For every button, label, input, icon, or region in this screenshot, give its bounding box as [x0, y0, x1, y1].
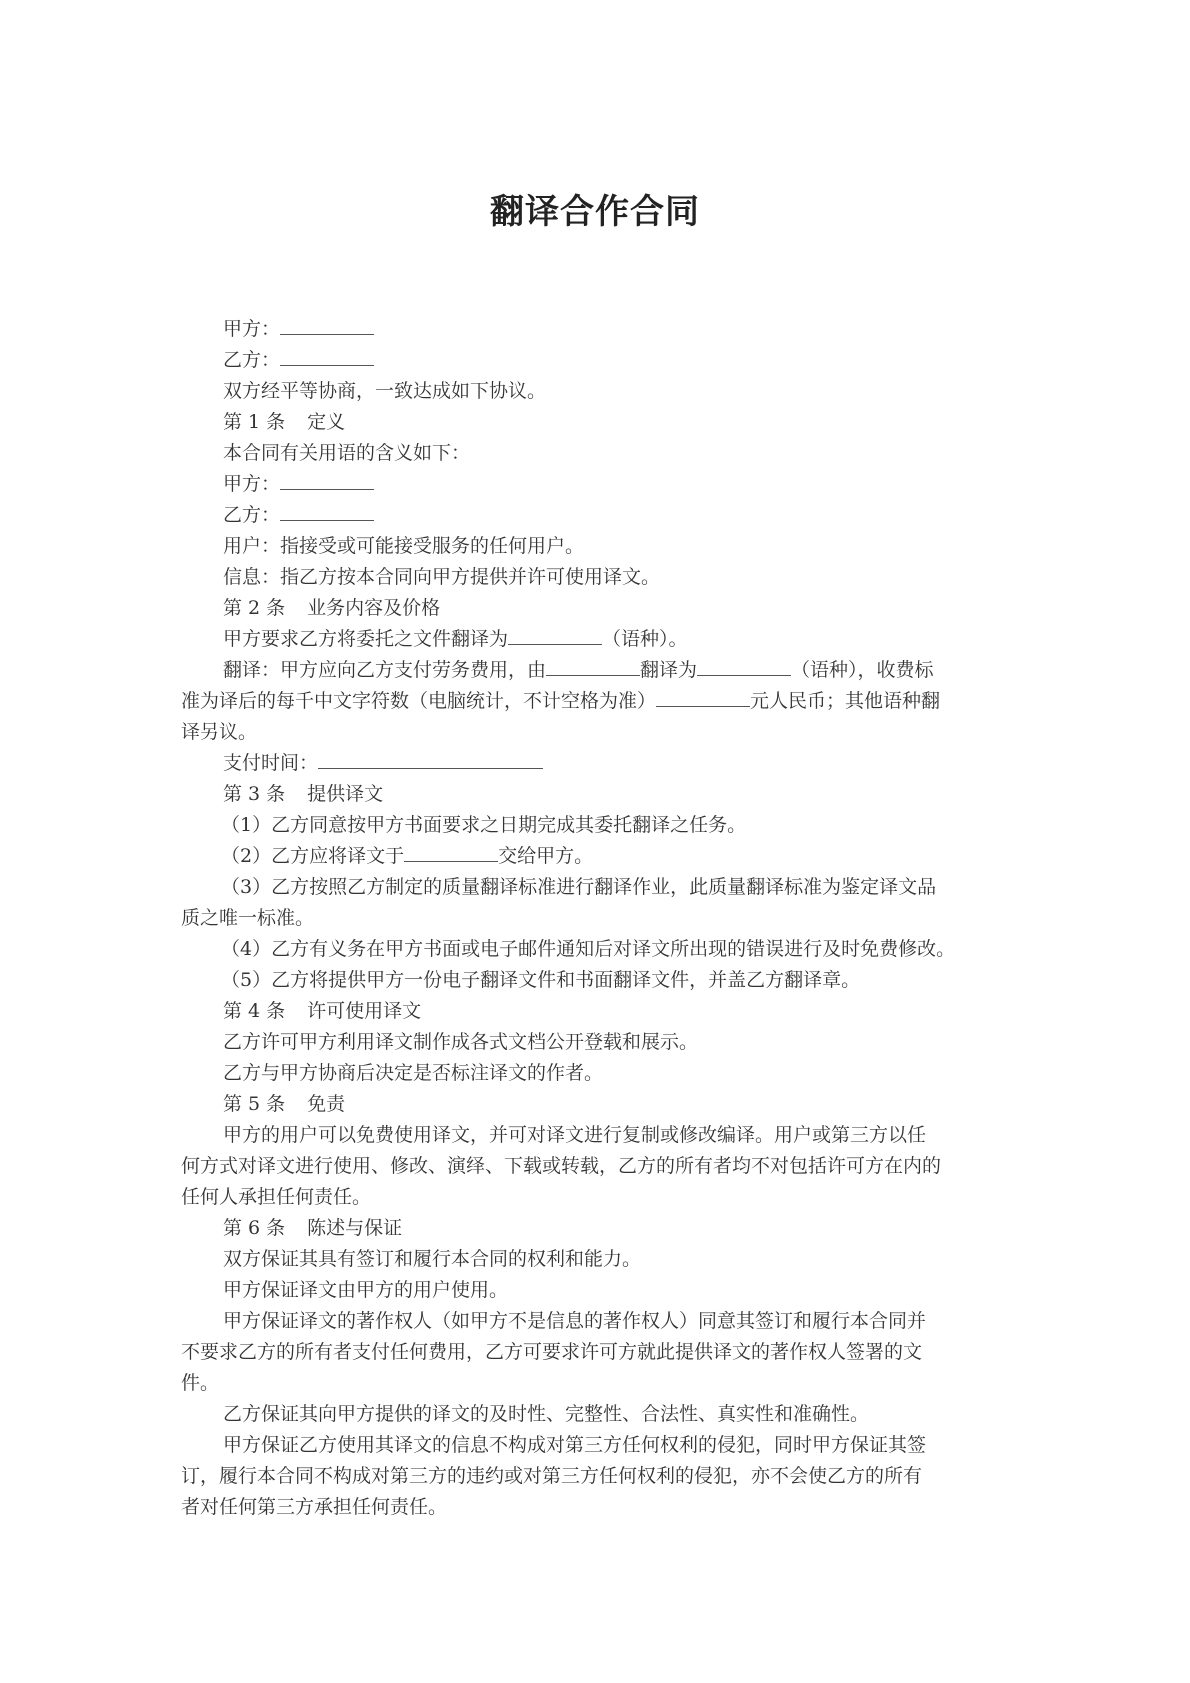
article-4-p2: 乙方与甲方协商后决定是否标注译文的作者。 — [223, 1062, 604, 1084]
party-b-blank — [280, 347, 374, 366]
def-party-a-line — [181, 469, 1021, 500]
article-5-p1-line-2: 何方式对译文进行使用、修改、演绎、下载或转载，乙方的所有者均不对包括许可方在内的 — [181, 1155, 942, 1177]
text: 翻译：甲方应向乙方支付劳务费用，由 — [223, 659, 547, 681]
payment-time-line — [181, 748, 1021, 779]
payment-time-label: 支付时间： — [223, 752, 319, 774]
article-2-fee-line-3: 译另议。 — [181, 721, 258, 743]
article-title: 陈述与保证 — [307, 1217, 403, 1239]
article-number: 第 6 条 — [223, 1217, 286, 1239]
article-3-item-2 — [181, 841, 1021, 872]
article-6-p1: 双方保证其具有签订和履行本合同的权利和能力。 — [223, 1248, 642, 1270]
article-1-intro: 本合同有关用语的含义如下： — [223, 442, 471, 464]
party-b-label: 乙方： — [223, 349, 281, 371]
article-2-heading — [181, 593, 1021, 624]
document-title: 翻译合作合同 — [490, 192, 700, 232]
article-6-p5-line-3: 者对任何第三方承担任何责任。 — [181, 1496, 448, 1518]
article-3-item-3-line-2: 质之唯一标准。 — [181, 907, 315, 929]
price-blank — [656, 688, 750, 707]
def-party-b-label: 乙方： — [223, 504, 281, 526]
party-b-line — [181, 345, 1021, 376]
article-5-heading — [181, 1089, 1021, 1120]
article-number: 第 3 条 — [223, 783, 286, 805]
article-3-item-5: （5）乙方将提供甲方一份电子翻译文件和书面翻译文件，并盖乙方翻译章。 — [221, 969, 861, 991]
article-5-p1-line-3: 任何人承担任何责任。 — [181, 1186, 372, 1208]
article-6-p4: 乙方保证其向甲方提供的译文的及时性、完整性、合法性、真实性和准确性。 — [223, 1403, 870, 1425]
def-party-b-line — [181, 500, 1021, 531]
article-1-heading — [181, 407, 1021, 438]
article-number: 第 1 条 — [223, 411, 286, 433]
def-party-b-blank — [280, 502, 374, 521]
text: 准为译后的每千中文字符数（电脑统计，不计空格为准） — [181, 690, 657, 712]
article-6-p2: 甲方保证译文由甲方的用户使用。 — [223, 1279, 509, 1301]
article-2-fee-line-1 — [181, 655, 1021, 686]
article-6-p3-line-1: 甲方保证译文的著作权人（如甲方不是信息的著作权人）同意其签订和履行本合同并 — [223, 1310, 927, 1332]
article-3-item-1: （1）乙方同意按甲方书面要求之日期完成其委托翻译之任务。 — [221, 814, 747, 836]
article-title: 定义 — [307, 411, 346, 433]
article-6-heading — [181, 1213, 1021, 1244]
article-4-heading — [181, 996, 1021, 1027]
article-title: 业务内容及价格 — [307, 597, 441, 619]
article-number: 第 4 条 — [223, 1000, 286, 1022]
article-6-p3-line-2: 不要求乙方的所有者支付任何费用，乙方可要求许可方就此提供译文的著作权人签署的文 — [181, 1341, 923, 1363]
article-number: 第 2 条 — [223, 597, 286, 619]
article-2-requirement — [181, 624, 1021, 655]
preamble: 双方经平等协商，一致达成如下协议。 — [223, 380, 547, 402]
text: 翻译为 — [640, 659, 698, 681]
text: 交给甲方。 — [498, 845, 594, 867]
text: 元人民币；其他语种翻 — [750, 690, 941, 712]
source-language-blank — [546, 657, 640, 676]
article-number: 第 5 条 — [223, 1093, 286, 1115]
article-2-fee-line-2 — [181, 686, 1021, 717]
text: 甲方要求乙方将委托之文件翻译为 — [223, 628, 509, 650]
def-user: 用户：指接受或可能接受服务的任何用户。 — [223, 535, 585, 557]
article-6-p5-line-1: 甲方保证乙方使用其译文的信息不构成对第三方任何权利的侵犯，同时甲方保证其签 — [223, 1434, 927, 1456]
payment-time-blank — [318, 750, 543, 769]
def-party-a-label: 甲方： — [223, 473, 281, 495]
article-4-p1: 乙方许可甲方利用译文制作成各式文档公开登载和展示。 — [223, 1031, 699, 1053]
article-title: 免责 — [307, 1093, 346, 1115]
text: （语种），收费标 — [791, 659, 934, 681]
party-a-label: 甲方： — [223, 318, 281, 340]
article-title: 提供译文 — [307, 783, 384, 805]
article-3-item-3-line-1: （3）乙方按照乙方制定的质量翻译标准进行翻译作业，此质量翻译标准为鉴定译文品 — [221, 876, 937, 898]
article-3-item-4: （4）乙方有义务在甲方书面或电子邮件通知后对译文所出现的错误进行及时免费修改。 — [221, 938, 956, 960]
text: （语种）。 — [602, 628, 688, 650]
def-info: 信息：指乙方按本合同向甲方提供并许可使用译文。 — [223, 566, 661, 588]
document-body — [181, 314, 1021, 1523]
article-6-p3-line-3: 件。 — [181, 1372, 220, 1394]
text: （2）乙方应将译文于 — [221, 845, 405, 867]
article-3-heading — [181, 779, 1021, 810]
article-6-p5-line-2: 订，履行本合同不构成对第三方的违约或对第三方任何权利的侵犯，亦不会使乙方的所有 — [181, 1465, 923, 1487]
party-a-blank — [280, 316, 374, 335]
language-blank — [508, 626, 602, 645]
target-language-blank — [697, 657, 791, 676]
party-a-line — [181, 314, 1021, 345]
article-5-p1-line-1: 甲方的用户可以免费使用译文，并可对译文进行复制或修改编译。用户或第三方以任 — [223, 1124, 927, 1146]
def-party-a-blank — [280, 471, 374, 490]
article-title: 许可使用译文 — [307, 1000, 422, 1022]
delivery-date-blank — [404, 843, 498, 862]
